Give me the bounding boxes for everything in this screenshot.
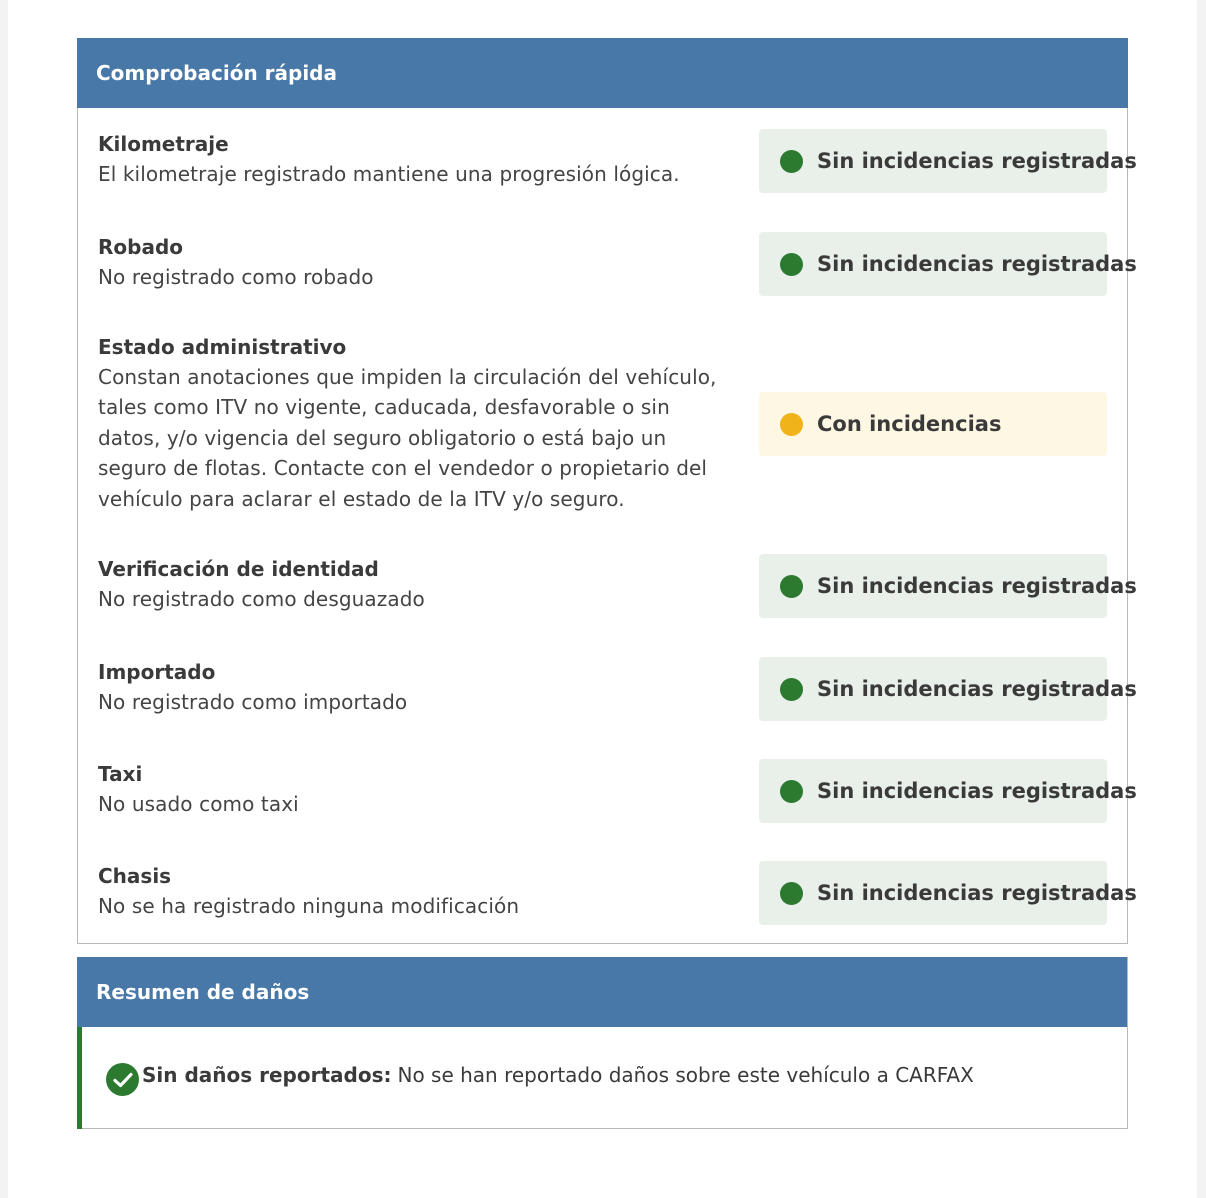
status-dot-icon [780, 780, 803, 803]
check-title: Taxi [98, 762, 143, 786]
check-row-robado [98, 232, 1137, 302]
status-label: Sin incidencias registradas [817, 149, 1137, 173]
check-row-importado [98, 657, 1137, 727]
check-description: No usado como taxi [98, 792, 299, 816]
check-circle-icon [106, 1063, 139, 1096]
status-dot-icon [780, 413, 803, 436]
check-text [98, 657, 738, 717]
check-title: Robado [98, 235, 184, 259]
status-badge [759, 232, 1137, 296]
check-description: El kilometraje registrado mantiene una progresión lógica. [98, 162, 680, 186]
check-text [98, 861, 738, 921]
status-dot-icon [780, 150, 803, 173]
status-label: Sin incidencias registradas [817, 677, 1137, 701]
status-badge [759, 861, 1137, 925]
check-row-chasis [98, 861, 1137, 931]
status-badge [759, 392, 1107, 456]
damage-summary-header: Resumen de daños [77, 957, 1127, 1027]
check-text [98, 554, 738, 614]
check-row-verificacion-identidad [98, 554, 1137, 624]
status-label: Con incidencias [817, 412, 1002, 436]
damage-status-label: Sin daños reportados: [142, 1062, 392, 1087]
status-dot-icon [780, 253, 803, 276]
check-description: No registrado como robado [98, 265, 374, 289]
check-description: No registrado como desguazado [98, 587, 425, 611]
check-text [98, 332, 738, 514]
status-dot-icon [780, 575, 803, 598]
check-text [98, 759, 738, 819]
check-title: Kilometraje [98, 132, 229, 156]
check-text [98, 129, 738, 189]
status-badge [759, 759, 1137, 823]
status-badge [759, 554, 1137, 618]
damage-status-line [106, 1053, 974, 1096]
quick-check-panel [77, 38, 1137, 944]
check-row-estado-administrativo [98, 332, 1108, 522]
status-dot-icon [780, 678, 803, 701]
status-label: Sin incidencias registradas [817, 881, 1137, 905]
report-page [8, 0, 1197, 1198]
check-title: Chasis [98, 864, 172, 888]
status-dot-icon [780, 882, 803, 905]
check-description: No registrado como importado [98, 690, 408, 714]
check-title: Estado administrativo [98, 335, 347, 359]
check-text [98, 232, 738, 292]
damage-status-text: No se han reportado daños sobre este vehículo a CARFAX [397, 1062, 974, 1087]
status-label: Sin incidencias registradas [817, 779, 1137, 803]
damage-summary-body [77, 1027, 1127, 1129]
quick-check-header: Comprobación rápida [77, 38, 1128, 108]
check-title: Importado [98, 660, 216, 684]
status-badge [759, 657, 1137, 721]
status-label: Sin incidencias registradas [817, 252, 1137, 276]
status-label: Sin incidencias registradas [817, 574, 1137, 598]
status-badge [759, 129, 1137, 193]
check-description: No se ha registrado ninguna modificación [98, 894, 520, 918]
damage-summary-panel [77, 957, 1128, 1129]
check-description: Constan anotaciones que impiden la circulación del vehículo, tales como ITV no vigente, caducada, desfavorable o sin datos, y/o vigencia del seguro obligatorio o está bajo un seguro de flotas. Contacte con el vendedor o propietario del vehículo para aclarar el estado de la ITV y/o seguro. [98, 365, 717, 511]
check-title: Verificación de identidad [98, 557, 379, 581]
check-row-taxi [98, 759, 1137, 829]
check-row-kilometraje [98, 129, 1137, 199]
